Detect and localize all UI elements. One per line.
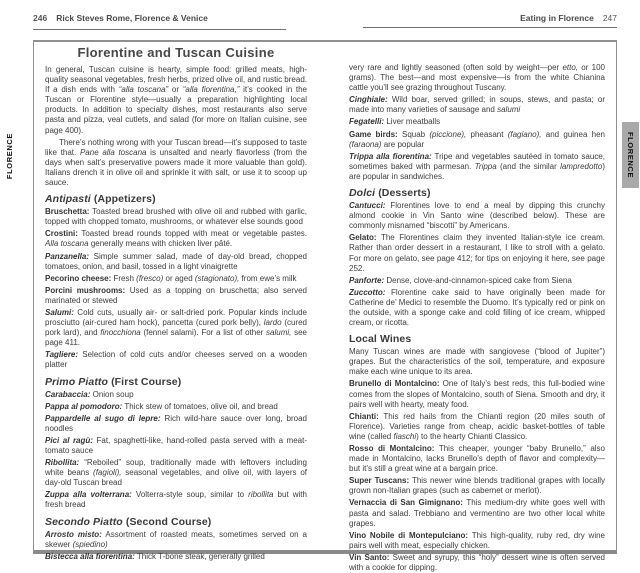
entry-description: Thick stew of tomatoes, olive oil, and bread [124,401,278,411]
entry-cantucci [349,201,605,231]
entry-salumi [45,308,307,348]
entry-porcini-mushrooms [45,286,307,306]
entry-term: Cantucci: [349,201,386,211]
entry-term: Pappa al pomodoro: [45,401,123,411]
entry-bistecca-alla-fiorentina [45,552,307,562]
entry-description: Cold cuts, usually air- or salt-dried pork. Popular kinds include prosciutto (air-cured ham hock), pancetta (cured pork belly), lardo (cured pork lard), and finocchiona (fennel salami). For a list of other salumi, see page 411. [45,307,307,348]
entry-pecorino-cheese [45,274,307,284]
entry-description: Fat, spaghetti-like, hand-rolled pasta served with a meat-tomato sauce [45,435,307,455]
entry-term: Zuccotto: [349,287,386,297]
book-title: Rick Steves Rome, Florence & Venice [56,13,208,23]
entry-description: Onion soup [92,389,134,399]
entry-description: Squab (piccione), pheasant (fagiano), and guinea hen (faraona) are popular [349,129,605,149]
entry-term: Tagliere: [45,350,79,360]
entry-description: This newer wine blends traditional grapes with locally grown non-Italian grapes (such as cabernet or merlot). [349,476,606,496]
entry-term: Bruschetta: [45,207,90,217]
entry-description: Selection of cold cuts and/or cheeses served on a wooden platter [45,350,307,370]
entry-description: Florentine cake said to have originally been made for Catherine de’ Medici to resemble the Duomo. It’s typically red or pink on the outside, with a sponge cake and cold filling of ice cream, whipped cream, or ricotta. [349,287,605,328]
entry-description: Simple summer salad, made of day-old bread, chopped tomatoes, onion, and basil, tossed in a light vinaigrette [45,251,307,271]
entry-description: The Florentines claim they invented Italian-style ice cream. Rather than order dessert in a restaurant, I like to stroll with a gelato. For more on gelato, see page 412; for tips on enjoying it here, see page 252. [349,233,606,273]
page-number-left: 246 [33,13,48,23]
entry-term: Rosso di Montalcino: [349,444,435,453]
section-title: Eating in Florence [520,13,594,23]
section-heading-local-wines: Local Wines [349,333,412,346]
entry-panforte [349,276,605,286]
entry-game-birds [349,130,605,150]
entry-description: This red hails from the Chianti region (20 miles south of Florence). Varieties range from cheap, acidic basket-bottles of table wine (called fiaschi) to the hearty Chianti Classico. [349,411,606,441]
entry-description: Toasted bread rounds topped with meat or vegetable pastes. Alla toscana generally means with chicken liver pâté. [45,229,307,249]
florence-tab-label-right: FLORENCE [626,131,635,179]
right-column [349,63,606,573]
entry-vin-santo [349,553,605,573]
entry-term: Crostini: [45,229,78,239]
florence-edge-tab-right [622,122,639,188]
entry-zuccotto [349,288,605,328]
entry-super-tuscans [349,476,605,496]
header-rule-right [363,27,617,28]
section-heading-secondo-piatto-second-course: Secondo Piatto (Second Course) [45,515,212,528]
entry-pappa-al-pomodoro [45,402,307,412]
entry-description: Thick T-bone steak, generally grilled [136,551,265,561]
sidebar-title: Florentine and Tuscan Cuisine [77,45,275,60]
entry-term: Cinghiale: [349,95,388,105]
entry-chianti [349,412,605,442]
entry-term: Gelato: [349,233,377,243]
paragraph: very rare and lightly seasoned (often sold by weight—per etto, or 100 grams). The best—and most expensive—is from the white Chianina cattle you’ll see grazing throughout Tuscany. [349,63,606,93]
entry-carabaccia [45,390,307,400]
entry-trippa-alla-fiorentina [349,152,605,182]
entry-description: This high-quality, ruby red, dry wine pairs well with meat, especially chicken. [349,530,606,550]
entry-brunello-di-montalcino [349,379,605,409]
entry-term: Zuppa alla volterrana: [45,490,132,500]
page-number-right: 247 [602,13,617,23]
entry-description: Tripe and vegetables sautéed in tomato sauce, sometimes baked with parmesan. Trippa (and the similar lampredotto) are popular in sandwiches. [349,151,606,181]
running-header-left [33,13,208,23]
section-heading-dolci-desserts: Dolci (Desserts) [349,187,431,200]
entry-term: Vino Nobile di Montepulciano: [349,530,469,540]
entry-term: Bistecca alla fiorentina: [45,551,135,561]
entry-vernaccia-di-san-gimignano [349,498,605,528]
entry-crostini [45,229,307,249]
entry-ribollita [45,458,307,488]
entry-description: Wild boar, served grilled; in soups, stews, and pasta; or made into many varieties of sausage and salumi [349,95,605,115]
entry-fegatelli [349,117,605,127]
florence-tab-label-left: FLORENCE [5,132,14,180]
entry-gelato [349,233,605,273]
running-header-right [520,13,617,23]
paragraph: Many Tuscan wines are made with sangiovese (“blood of Jupiter”) grapes. But the characteristics of the soil, temperature, and exposure make each wine unique to its area. [349,347,605,377]
entry-description: Dense, clove-and-cinnamon-spiced cake from Siena [386,275,572,285]
entry-panzanella [45,252,307,272]
entry-term: Pecorino cheese: [45,273,112,283]
entry-term: Ribollita: [45,458,80,468]
header-rule-left [33,29,286,30]
section-heading-antipasti-appetizers: Antipasti (Appetizers) [45,193,156,206]
section-heading-primo-piatto-first-course: Primo Piatto (First Course) [45,375,182,388]
entry-term: Chianti: [349,411,379,421]
entry-vino-nobile-di-montepulciano [349,531,605,551]
entry-description: Used as a topping on bruschetta; also served marinated or stewed [45,285,307,305]
entry-term: Super Tuscans: [349,476,410,486]
entry-description: One of Italy’s best reds, this full-bodied wine comes from the slopes of Montalcino, south of Siena. Smooth and dry, it pairs well with hearty, meaty food. [349,379,605,409]
entry-term: Panforte: [349,275,385,285]
entry-term: Panzanella: [45,251,90,261]
entry-bruschetta [45,207,307,227]
entry-term: Arrosto misto: [45,529,102,539]
entry-term: Fegatelli: [349,117,385,127]
entry-description: This medium-dry white goes well with pasta and salad. Trebbiano and vermentino are two other local white grapes. [349,498,605,528]
entry-term: Game birds: [349,129,398,139]
left-column [45,65,308,561]
entry-term: Porcini mushrooms: [45,285,126,295]
entry-description: Toasted bread brushed with olive oil and rubbed with garlic, topped with chopped tomato, mushrooms, or whatever else sounds good [45,207,308,227]
entry-description: Sweet and syrupy, this “holy” dessert wine is often served with a cookie for dipping. [349,552,605,573]
entry-term: Vernaccia di San Gimignano: [349,498,463,508]
entry-term: Salumi: [45,307,74,317]
entry-description: “Reboiled” soup, traditionally made with leftovers including white beans (fagioli), seasonal vegetables, and olive oil, with layers of day-old Tuscan bread [45,458,307,488]
entry-term: Carabaccia: [45,389,91,399]
entry-arrosto-misto [45,530,307,550]
entry-description: Rich wild-hare sauce over long, broad noodles [45,413,308,433]
entry-term: Trippa alla fiorentina: [349,151,432,161]
entry-description: Fresh (fresco) or aged (stagionato), from ewe’s milk [113,273,297,283]
entry-term: Pappardelle al sugo di lepre: [45,413,161,423]
entry-term: Brunello di Montalcino: [349,379,440,389]
entry-pici-al-rag [45,436,307,456]
entry-term: Vin Santo: [349,552,390,562]
entry-zuppa-alla-volterrana [45,490,307,510]
entry-rosso-di-montalcino [349,444,605,474]
entry-tagliere [45,350,307,370]
paragraph: There’s nothing wrong with your Tuscan bread—it’s supposed to taste like that. Pane alla toscana is unsalted and nearly flavorless (from the days when salt’s preservative powers made it more valuable than gold). Italians drench it in olive oil and sprinkle it with salt, or use it to scoop up sauce. [45,137,308,188]
entry-cinghiale [349,95,605,115]
entry-description: Assortment of roasted meats, sometimes served on a skewer (spiedino) [45,529,307,549]
paragraph: In general, Tuscan cuisine is hearty, simple food: grilled meats, high-quality seasonal vegetables, fresh herbs, prized olive oil, and rustic bread. If a dish ends with “alla toscana” or “alla fiorentina,” it’s cooked in the Tuscan or Florentine style—usually a preparation highlighting local products. In addition to specialty dishes, most restaurants also serve pasta and pizza, veal cutlets, and salad (for more on Italian cuisine, see page 400). [45,65,308,135]
florence-edge-tab-left [2,122,17,190]
entry-term: Pici al ragù: [45,435,93,445]
entry-description: Volterra-style soup, similar to ribollita but with fresh bread [45,490,307,510]
entry-pappardelle-al-sugo-di-lepre [45,414,307,434]
entry-description: This cheaper, younger “baby Brunello,” also made in Montalcino, lacks Brunello’s depth of flavor and complexity—but it’s still a great wine at a bargain price. [349,444,605,474]
entry-description: Florentines love to end a meal by dipping this crunchy almond cookie in Vin Santo wine (described below). These are commonly misnamed “biscotti” by Americans. [349,201,605,231]
entry-description: Liver meatballs [386,117,441,127]
